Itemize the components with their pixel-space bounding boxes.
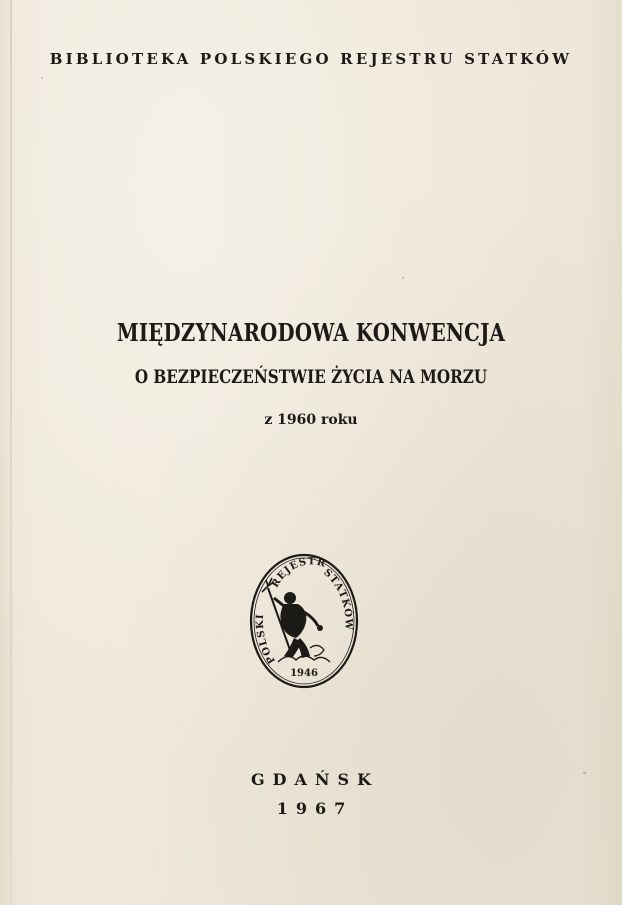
paper-speck <box>41 77 43 79</box>
svg-text:1946: 1946 <box>290 668 318 679</box>
imprint-city: GDAŃSK <box>250 770 380 789</box>
subtitle: z 1960 roku <box>264 412 358 428</box>
polski-rejestr-statkow-seal-icon <box>248 552 360 690</box>
title-line-2: O BEZPIECZEŃSTWIE ŻYCIA NA MORZU <box>134 366 488 388</box>
svg-text:REJESTR: REJESTR <box>269 556 328 590</box>
series-title: BIBLIOTEKA POLSKIEGO REJESTRU STATKÓW <box>49 50 573 68</box>
svg-text:STATKÓW: STATKÓW <box>321 567 354 631</box>
svg-text:POLSKI: POLSKI <box>254 613 279 666</box>
paper-speck <box>402 277 404 279</box>
title-line-1: MIĘDZYNARODOWA KONWENCJA <box>116 318 506 347</box>
paper-speck <box>583 772 586 774</box>
imprint-year: 1967 <box>276 799 354 818</box>
